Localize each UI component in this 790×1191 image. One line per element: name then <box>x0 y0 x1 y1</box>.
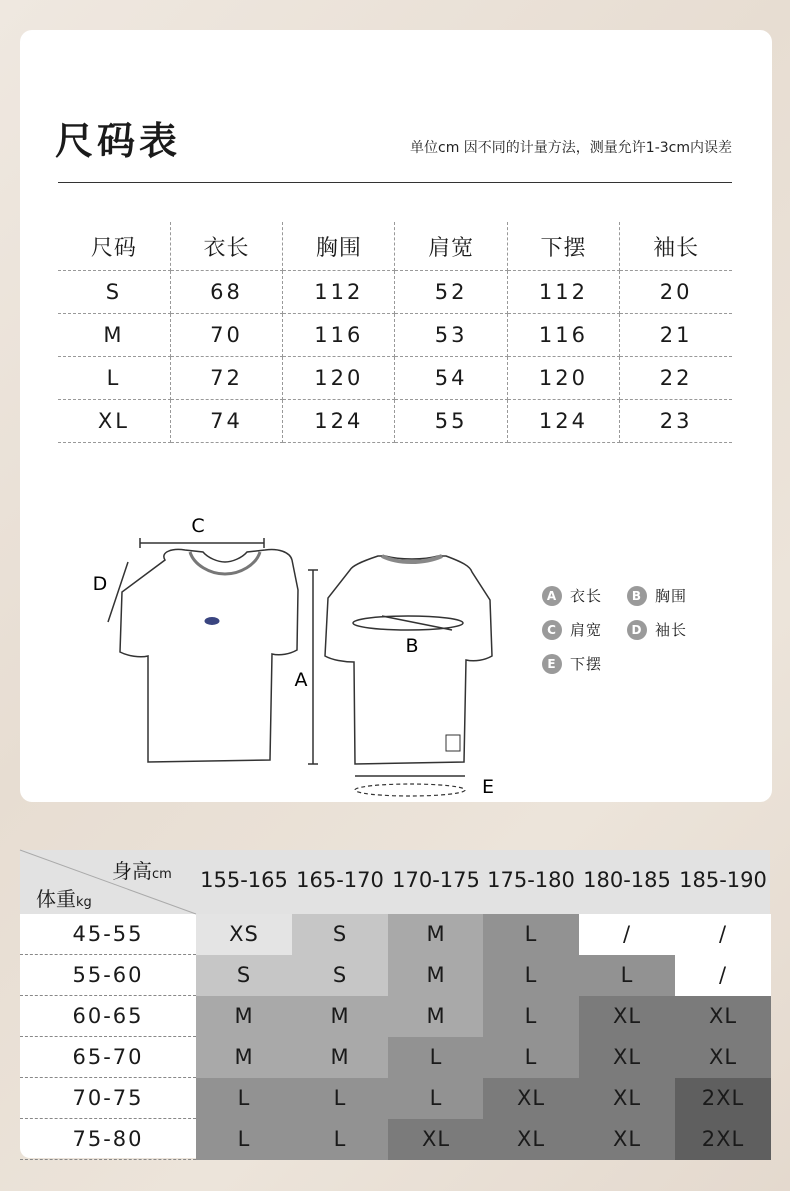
recommended-size-cell: L <box>292 1078 388 1119</box>
header-hem: 下摆 <box>507 222 619 271</box>
header-size: 尺码 <box>58 222 170 271</box>
recommended-size-cell: 2XL <box>675 1119 771 1160</box>
height-range-header: 165-170 <box>296 868 384 892</box>
recommended-size-cell: L <box>483 996 579 1037</box>
dim-label-c: C <box>191 515 205 537</box>
recommended-size-cell: S <box>196 955 292 996</box>
measurement-cell: 68 <box>170 271 282 314</box>
recommended-size-cell: XL <box>579 1037 675 1078</box>
tshirt-back-icon <box>325 556 492 764</box>
measurement-cell: 53 <box>395 314 507 357</box>
recommended-size-cell: M <box>292 1037 388 1078</box>
legend-item-b <box>627 585 687 606</box>
recommended-size-cell: / <box>675 914 771 955</box>
dim-label-b: B <box>405 635 419 657</box>
recommended-size-cell: L <box>483 1037 579 1078</box>
size-table-row <box>58 400 732 443</box>
measurement-cell: 112 <box>507 271 619 314</box>
recommended-size-cell: M <box>196 996 292 1037</box>
measurement-cell: 72 <box>170 357 282 400</box>
measurement-cell: 23 <box>620 400 732 443</box>
recommended-size-cell: M <box>388 955 484 996</box>
header-shoulder: 肩宽 <box>395 222 507 271</box>
recommended-size-cell: L <box>292 1119 388 1160</box>
recommended-size-cell: / <box>675 955 771 996</box>
weight-range-label: 55-60 <box>20 955 196 996</box>
measurement-cell: 21 <box>620 314 732 357</box>
recommended-size-cell: XL <box>579 1119 675 1160</box>
size-cell: M <box>58 314 170 357</box>
recommended-size-cell: L <box>196 1119 292 1160</box>
legend-badge-d: D <box>627 620 647 640</box>
recommended-size-cell: L <box>579 955 675 996</box>
recommended-size-cell: XL <box>579 996 675 1037</box>
height-range-header: 170-175 <box>392 868 480 892</box>
size-cell: XL <box>58 400 170 443</box>
recommended-size-cell: M <box>388 996 484 1037</box>
recommended-size-cell: XL <box>483 1078 579 1119</box>
size-table-row <box>58 271 732 314</box>
legend-item-a <box>542 585 602 606</box>
measurement-cell: 54 <box>395 357 507 400</box>
legend-label-a: 衣长 <box>570 587 603 605</box>
size-table-row <box>58 314 732 357</box>
height-range-header: 185-190 <box>679 868 767 892</box>
recommended-size-cell: L <box>388 1078 484 1119</box>
legend-item-c <box>542 619 602 640</box>
weight-range-label: 70-75 <box>20 1078 196 1119</box>
height-axis-label <box>112 855 172 884</box>
recommended-size-cell: S <box>292 955 388 996</box>
height-unit: cm <box>152 867 172 882</box>
recommended-size-cell: M <box>388 914 484 955</box>
height-range-header: 175-180 <box>487 868 575 892</box>
weight-range-label: 45-55 <box>20 914 196 955</box>
measurement-cell: 120 <box>283 357 395 400</box>
measurement-cell: 124 <box>507 400 619 443</box>
legend-badge-e: E <box>542 654 562 674</box>
legend-item-e <box>542 653 602 674</box>
weight-range-label: 65-70 <box>20 1037 196 1078</box>
measurement-cell: 116 <box>507 314 619 357</box>
measurement-cell: 124 <box>283 400 395 443</box>
legend-label-e: 下摆 <box>570 655 603 673</box>
unit-note: 单位cm 因不同的计量方法，测量允许1-3cm内误差 <box>410 140 732 156</box>
recommended-size-cell: XL <box>675 1037 771 1078</box>
page-title: 尺码表 <box>55 119 182 163</box>
recommended-size-cell: L <box>483 955 579 996</box>
tshirt-front-icon <box>120 549 298 762</box>
recommended-size-cell: L <box>196 1078 292 1119</box>
size-table-header <box>58 222 732 271</box>
legend-badge-a: A <box>542 586 562 606</box>
header-length: 衣长 <box>170 222 282 271</box>
recommended-size-cell: S <box>292 914 388 955</box>
size-chart-card <box>20 30 772 802</box>
recommended-size-cell: XL <box>388 1119 484 1160</box>
recommended-size-cell: M <box>292 996 388 1037</box>
size-cell: L <box>58 357 170 400</box>
recommended-size-cell: XL <box>483 1119 579 1160</box>
height-range-header: 155-165 <box>200 868 288 892</box>
legend-badge-c: C <box>542 620 562 640</box>
weight-range-label: 75-80 <box>20 1119 196 1160</box>
measurement-cell: 55 <box>395 400 507 443</box>
legend-item-d <box>627 619 687 640</box>
dim-label-e: E <box>481 776 495 798</box>
legend-label-b: 胸围 <box>655 587 688 605</box>
measurement-cell: 20 <box>620 271 732 314</box>
legend-label-d: 袖长 <box>655 621 688 639</box>
dim-label-a: A <box>294 669 308 691</box>
weight-unit: kg <box>76 895 92 910</box>
measurement-cell: 112 <box>283 271 395 314</box>
recommended-size-cell: M <box>196 1037 292 1078</box>
height-label: 身高 <box>112 859 152 883</box>
size-cell: S <box>58 271 170 314</box>
recommended-size-cell: XL <box>675 996 771 1037</box>
legend-badge-b: B <box>627 586 647 606</box>
measurement-cell: 116 <box>283 314 395 357</box>
recommended-size-cell: / <box>579 914 675 955</box>
header-chest: 胸围 <box>283 222 395 271</box>
size-table <box>58 222 732 443</box>
recommended-size-cell: 2XL <box>675 1078 771 1119</box>
recommended-size-cell: L <box>388 1037 484 1078</box>
size-recommendation-grid <box>20 850 770 1158</box>
title-divider <box>58 182 732 183</box>
dim-label-d: D <box>92 573 108 595</box>
measurement-cell: 74 <box>170 400 282 443</box>
tshirt-measurement-diagram <box>60 470 520 798</box>
recommended-size-cell: L <box>483 914 579 955</box>
legend-label-c: 肩宽 <box>570 621 603 639</box>
weight-label: 体重 <box>36 887 76 911</box>
recommended-size-cell: XS <box>196 914 292 955</box>
measurement-cell: 22 <box>620 357 732 400</box>
measurement-cell: 70 <box>170 314 282 357</box>
measurement-cell: 120 <box>507 357 619 400</box>
weight-axis-label <box>36 883 92 912</box>
recommended-size-cell: XL <box>579 1078 675 1119</box>
size-table-row <box>58 357 732 400</box>
measurement-cell: 52 <box>395 271 507 314</box>
weight-range-label: 60-65 <box>20 996 196 1037</box>
height-range-header: 180-185 <box>583 868 671 892</box>
header-sleeve: 袖长 <box>620 222 732 271</box>
